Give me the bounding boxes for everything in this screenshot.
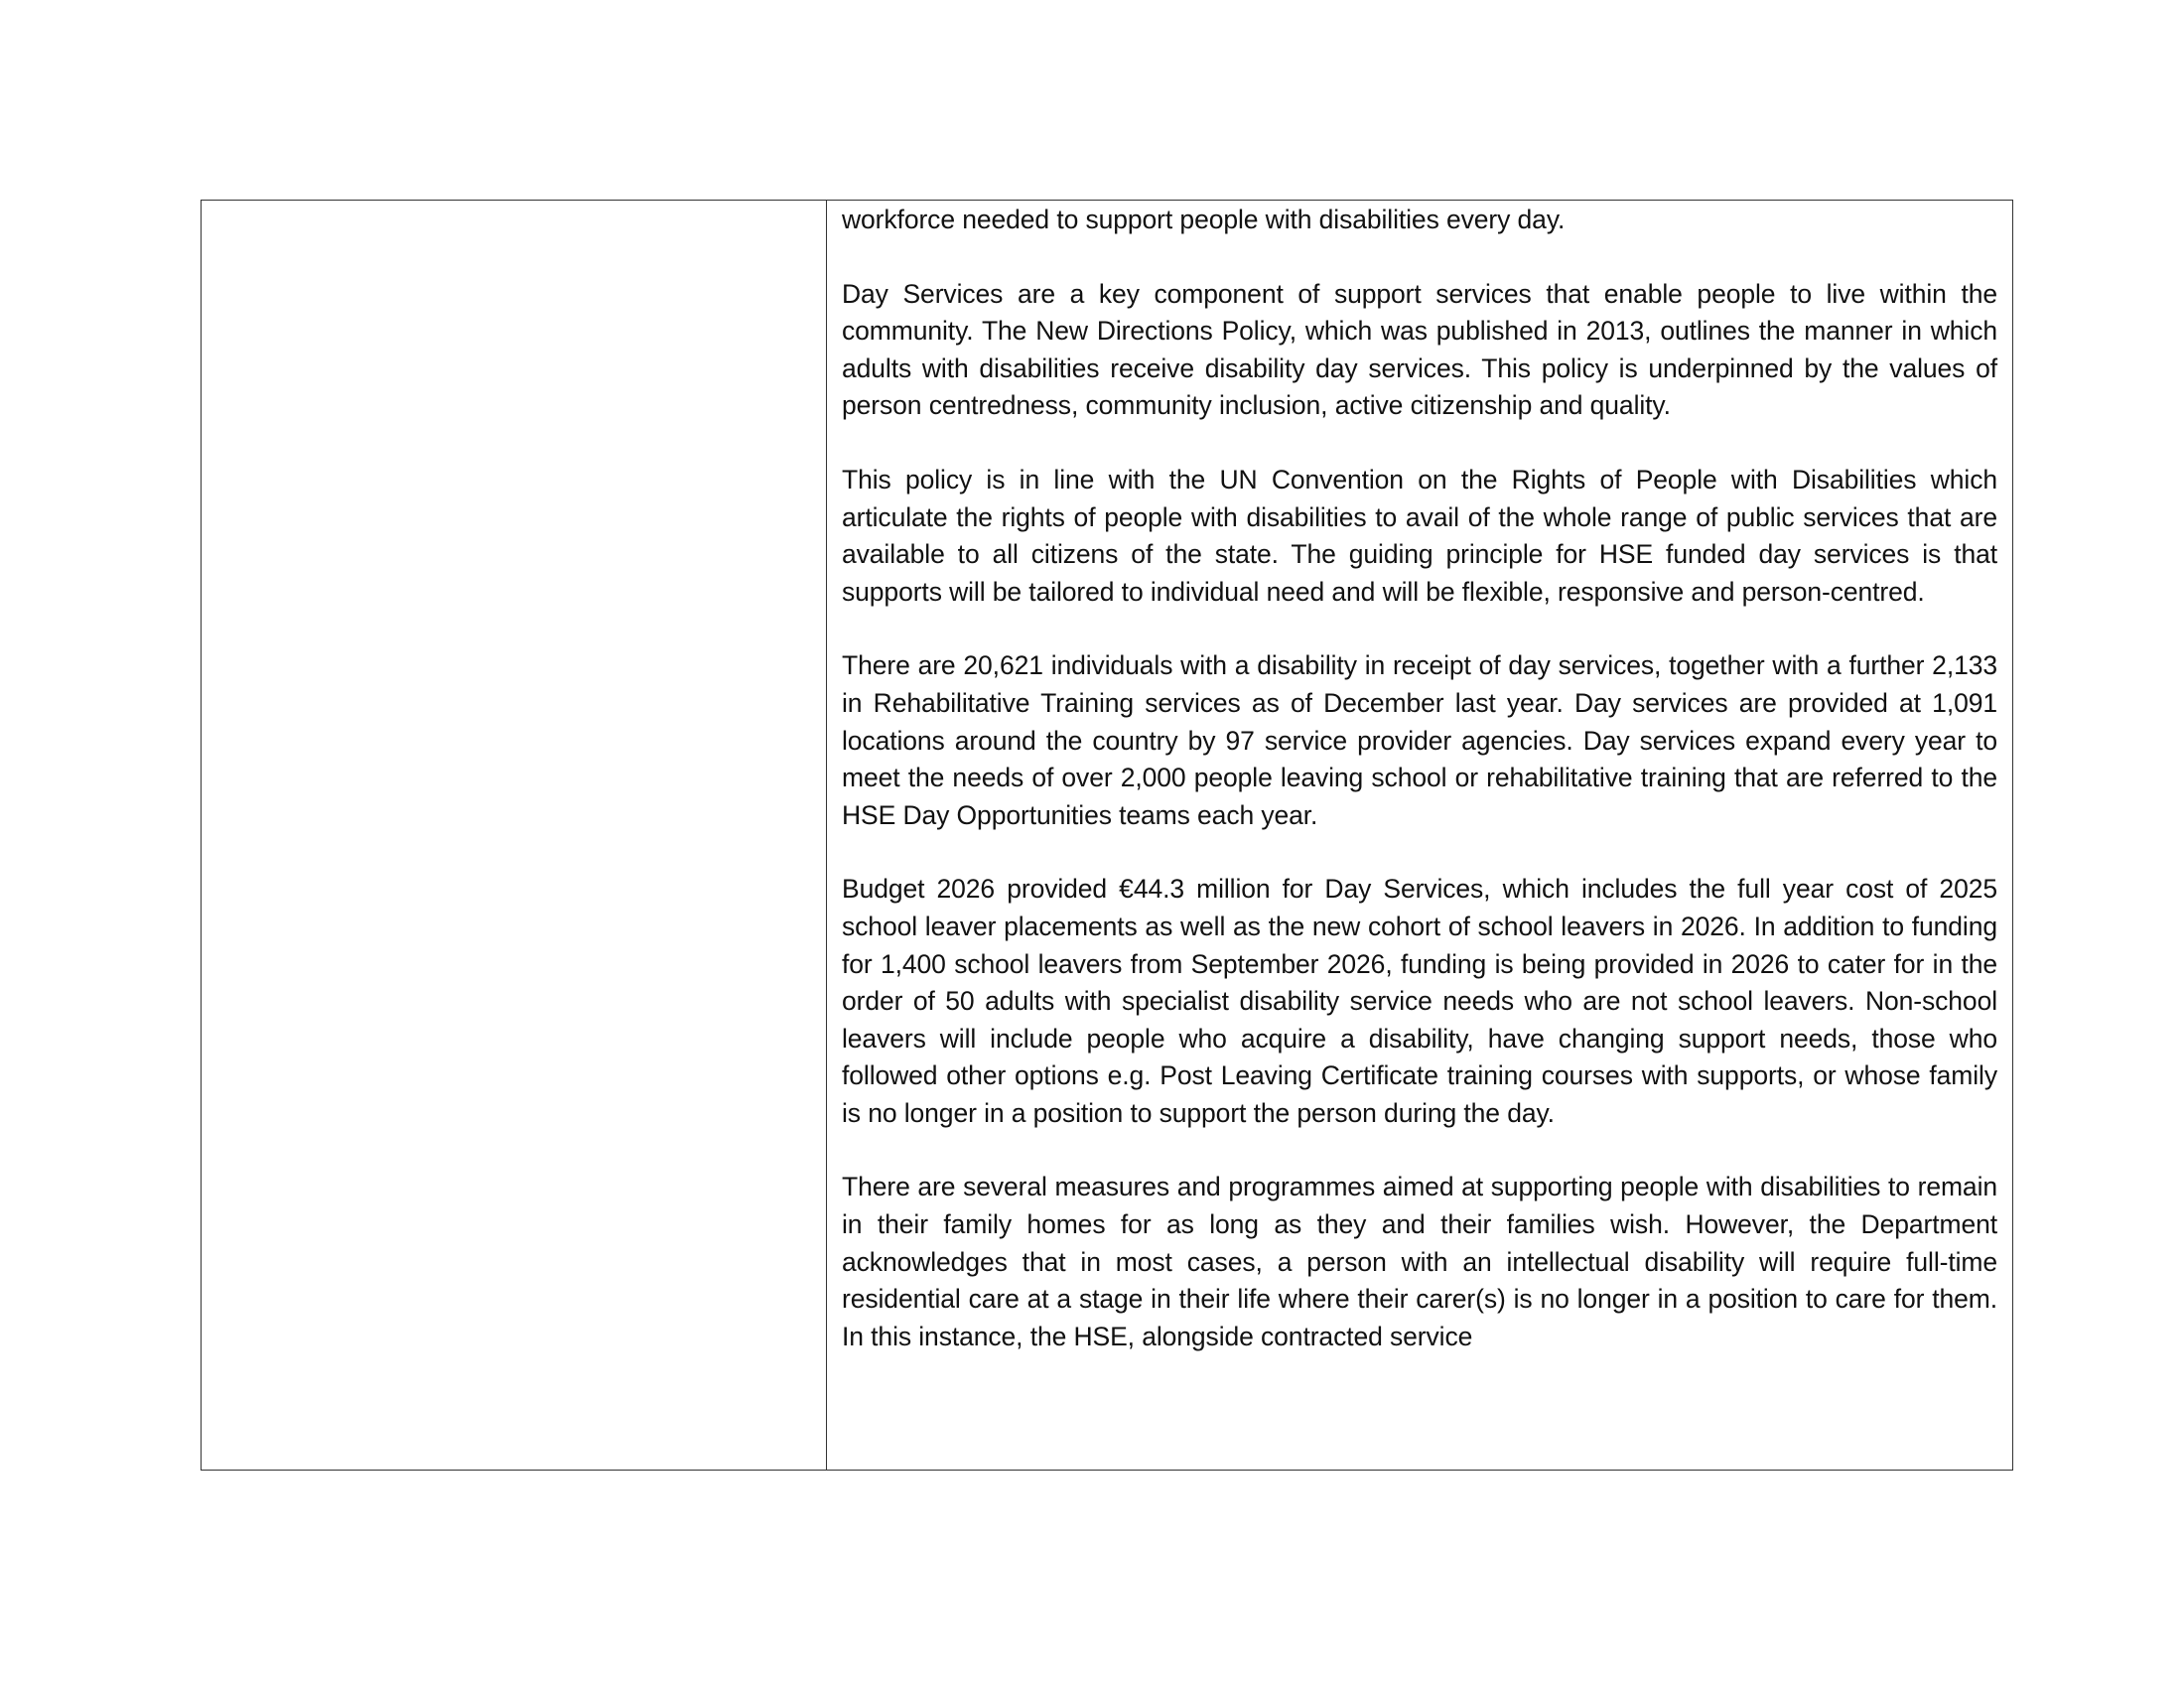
paragraph-budget-2026: Budget 2026 provided €44.3 million for Day Services, which includes the full year cost of 2025 school leaver placements as well as the new cohort of school leavers in 2026. In addition to funding for 1,400 school leavers from September 2026, funding is being provided in 2026 to cater for in the order of 50 adults with specialist disability service needs who are not school leavers. Non-school leavers will include people who acquire a disability, have changing support needs, those who followed other options e.g. Post Leaving Certificate training courses with supports, or whose family is no longer in a position to support the person during the day. <box>842 874 1997 1128</box>
paragraph-workforce-continuation: workforce needed to support people with disabilities every day. <box>842 205 1566 234</box>
paragraph-day-services-statistics: There are 20,621 individuals with a disability in receipt of day services, together with a further 2,133 in Rehabilitative Training services as of December last year. Day services are provided at 1,091 locations around the country by 97 service provider agencies. Day services expand every year to meet the needs of over 2,000 people leaving school or rehabilitative training that are referred to the HSE Day Opportunities teams each year. <box>842 650 1997 830</box>
table-cell-right-text <box>827 201 2012 1470</box>
content-table <box>201 200 2013 1471</box>
paragraph-un-convention: This policy is in line with the UN Convention on the Rights of People with Disabilities which articulate the rights of people with disabilities to avail of the whole range of public services that are available to all citizens of the state. The guiding principle for HSE funded day services is that supports will be tailored to individual need and will be flexible, responsive and person-centred. <box>842 464 1997 607</box>
paragraph-residential-care: There are several measures and programmes aimed at supporting people with disabilities to remain in their family homes for as long as they and their families wish. However, the Department acknowledges that in most cases, a person with an intellectual disability will require full-time residential care at a stage in their life where their carer(s) is no longer in a position to care for them. In this instance, the HSE, alongside contracted service <box>842 1172 1997 1351</box>
table-cell-left-empty <box>202 201 827 1470</box>
paragraph-day-services-overview: Day Services are a key component of support services that enable people to live within the community. The New Directions Policy, which was published in 2013, outlines the manner in which adults with disabilities receive disability day services. This policy is underpinned by the values of person centredness, community inclusion, active citizenship and quality. <box>842 278 1997 421</box>
